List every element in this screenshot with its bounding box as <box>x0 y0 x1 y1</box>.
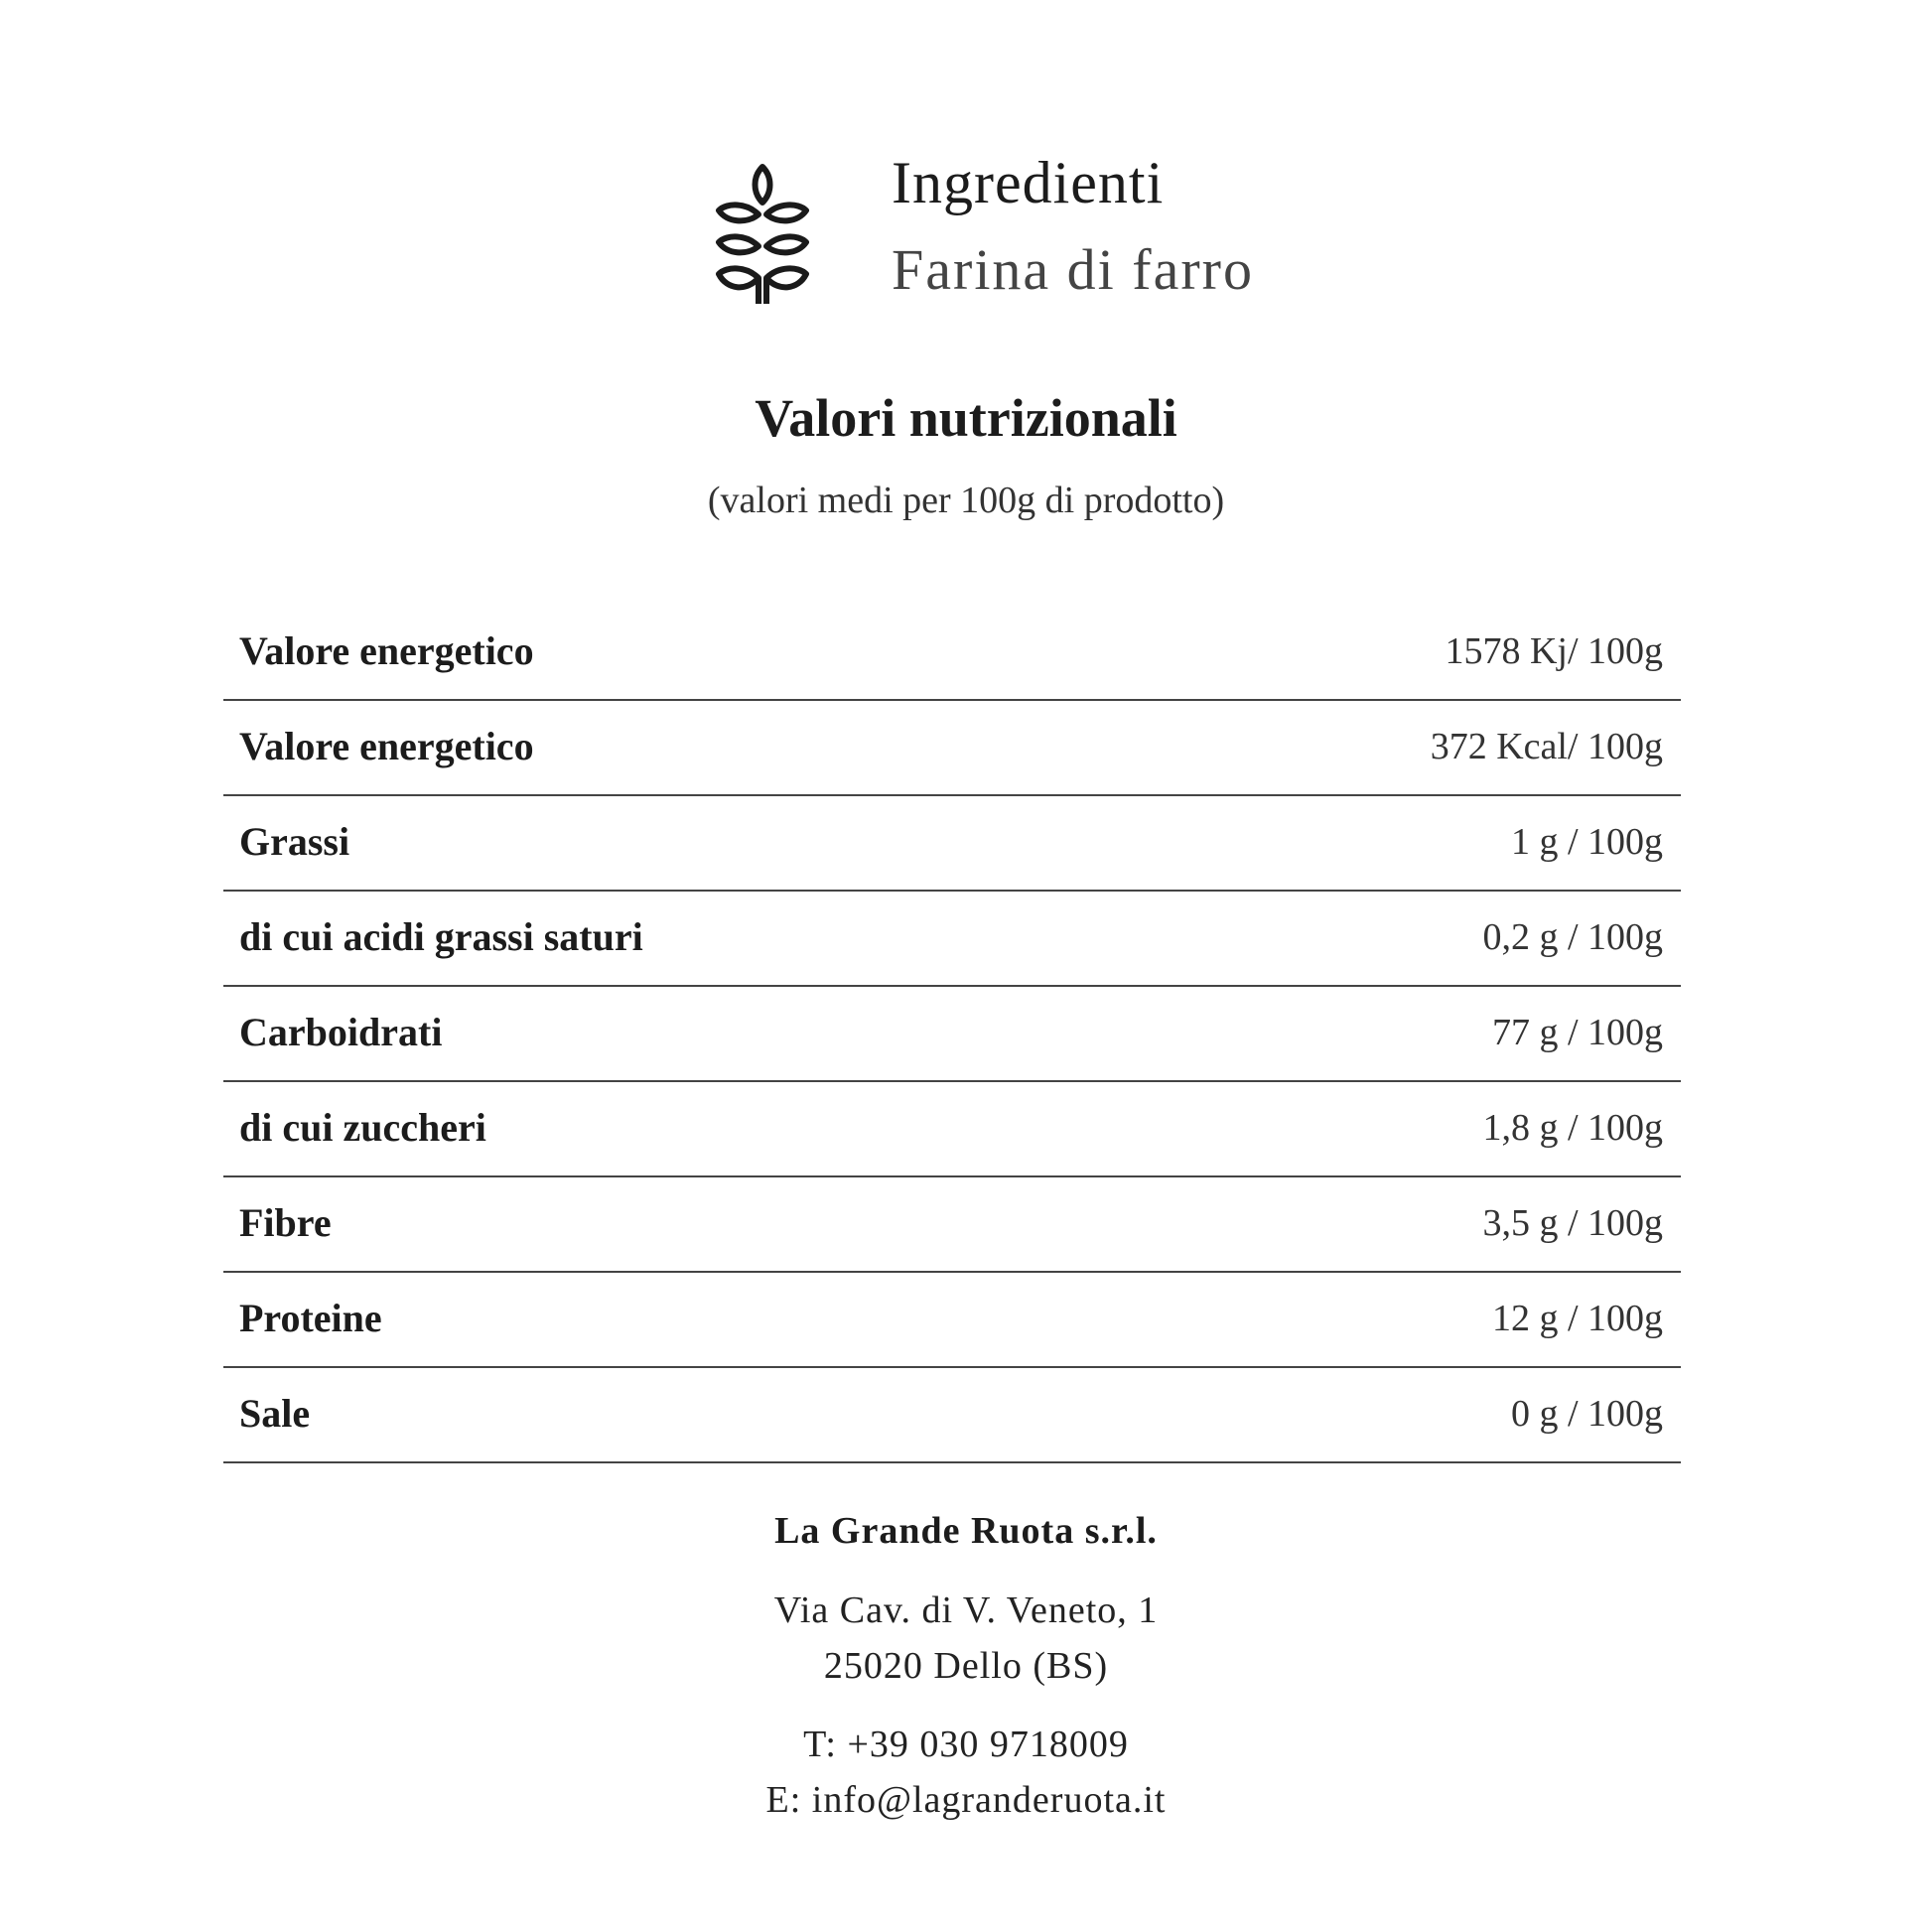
table-row <box>223 892 1681 987</box>
wheat-icon <box>713 163 812 312</box>
row-value: 1 g / 100g <box>1510 821 1663 863</box>
ingredients-section <box>0 149 1932 318</box>
row-value: 1,8 g / 100g <box>1482 1107 1663 1149</box>
row-value: 12 g / 100g <box>1491 1298 1663 1339</box>
row-label: di cui zuccheri <box>239 1105 486 1150</box>
table-row <box>223 606 1681 701</box>
address-line-1: Via Cav. di V. Veneto, 1 <box>773 1589 1159 1631</box>
table-row <box>223 1177 1681 1273</box>
row-label: Valore energetico <box>239 724 534 768</box>
row-label: di cui acidi grassi saturi <box>239 914 643 959</box>
row-label: Valore energetico <box>239 628 534 673</box>
company-name: La Grande Ruota s.r.l. <box>774 1510 1158 1552</box>
table-row <box>223 987 1681 1082</box>
ingredients-title: Ingredienti <box>892 150 1165 215</box>
table-row <box>223 1368 1681 1463</box>
row-value: 77 g / 100g <box>1491 1012 1663 1053</box>
table-row <box>223 796 1681 892</box>
nutrition-title: Valori nutrizionali <box>755 388 1177 448</box>
email-address: E: info@lagranderuota.it <box>765 1779 1167 1821</box>
row-label: Proteine <box>239 1296 382 1340</box>
row-value: 0,2 g / 100g <box>1482 916 1663 958</box>
ingredients-value: Farina di farro <box>892 237 1254 302</box>
row-value: 1578 Kj/ 100g <box>1445 630 1663 672</box>
row-label: Grassi <box>239 819 350 864</box>
row-label: Carboidrati <box>239 1010 443 1054</box>
table-row <box>223 1273 1681 1368</box>
row-value: 372 Kcal/ 100g <box>1430 726 1663 767</box>
row-value: 3,5 g / 100g <box>1482 1202 1663 1244</box>
nutrition-subtitle: (valori medi per 100g di prodotto) <box>707 480 1225 521</box>
address-line-2: 25020 Dello (BS) <box>823 1645 1109 1687</box>
row-label: Fibre <box>239 1200 332 1245</box>
table-row <box>223 1082 1681 1177</box>
row-label: Sale <box>239 1391 311 1436</box>
phone-number: T: +39 030 9718009 <box>803 1724 1129 1765</box>
row-value: 0 g / 100g <box>1510 1393 1663 1435</box>
nutrition-table <box>223 606 1681 1463</box>
table-row <box>223 701 1681 796</box>
